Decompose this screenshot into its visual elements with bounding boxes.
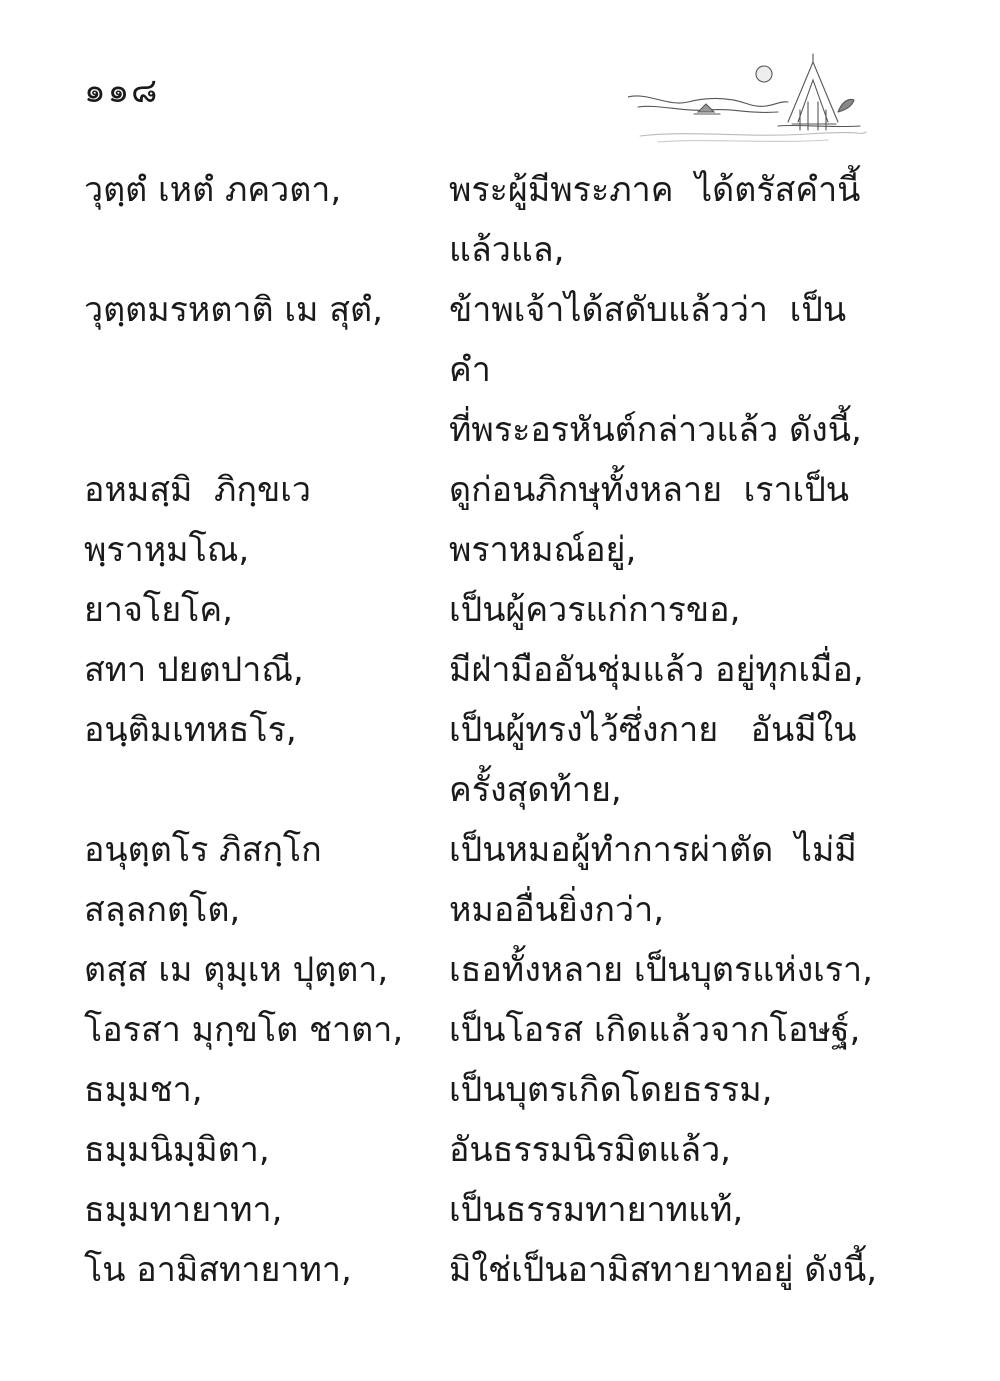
page-number: ๑๑๘ — [84, 71, 160, 111]
pali-text: โน อามิสทายาทา, — [84, 1250, 352, 1290]
thai-translation: มีฝ่ามืออันชุ่มแล้ว อยู่ทุกเมื่อ, — [449, 650, 864, 690]
verse-row — [84, 160, 884, 280]
verse-row — [84, 580, 884, 640]
verse-list — [84, 160, 884, 1300]
thai-translation: ข้าพเจ้าได้สดับแล้วว่า เป็นคำ ที่พระอรหันต์กล่าวแล้ว ดังนี้, — [449, 290, 862, 450]
temple-landscape-sketch-icon — [628, 52, 868, 162]
thai-translation: เธอทั้งหลาย เป็นบุตรแห่งเรา, — [449, 950, 873, 990]
pali-text: สทา ปยตปาณี, — [84, 650, 304, 690]
verse-row — [84, 700, 884, 820]
verse-row — [84, 520, 884, 580]
thai-translation: มิใช่เป็นอามิสทายาทอยู่ ดังนี้, — [449, 1250, 878, 1290]
thai-translation: พราหมณ์อยู่, — [449, 530, 637, 570]
pali-text: ตสฺส เม ตุมฺเห ปุตฺตา, — [84, 950, 389, 990]
pali-text: ธมฺมทายาทา, — [84, 1190, 283, 1230]
thai-translation: หมออื่นยิ่งกว่า, — [449, 890, 665, 930]
verse-row — [84, 880, 884, 940]
pali-text: อนฺติมเทหธโร, — [84, 710, 297, 750]
thai-translation: เป็นบุตรเกิดโดยธรรม, — [449, 1070, 773, 1110]
pali-text: วุตฺตมรหตาติ เม สุตํ, — [84, 290, 383, 330]
verse-row — [84, 1000, 884, 1060]
thai-translation: เป็นธรรมทายาทแท้, — [449, 1190, 744, 1230]
verse-row — [84, 1120, 884, 1180]
pali-text: ยาจโยโค, — [84, 590, 233, 630]
verse-row — [84, 1180, 884, 1240]
thai-translation: ดูก่อนภิกษุทั้งหลาย เราเป็น — [449, 470, 850, 510]
pali-text: สลฺลกตฺโต, — [84, 890, 241, 930]
verse-row — [84, 640, 884, 700]
verse-row — [84, 1240, 884, 1300]
thai-translation: เป็นโอรส เกิดแล้วจากโอษฐ์, — [449, 1010, 861, 1050]
thai-translation: พระผู้มีพระภาค ได้ตรัสคำนี้ แล้วแล, — [449, 170, 861, 270]
thai-translation: เป็นผู้ควรแก่การขอ, — [449, 590, 741, 630]
pali-text: พฺราหฺมโณ, — [84, 530, 250, 570]
verse-row — [84, 1060, 884, 1120]
pali-text: อนุตฺตโร ภิสกฺโก — [84, 830, 322, 870]
thai-translation: เป็นผู้ทรงไว้ซึ่งกาย อันมีใน ครั้งสุดท้าย, — [449, 710, 857, 810]
verse-row — [84, 820, 884, 880]
pali-text: ธมฺมนิมฺมิตา, — [84, 1130, 270, 1170]
verse-row — [84, 280, 884, 460]
thai-translation: เป็นหมอผู้ทำการผ่าตัด ไม่มี — [449, 830, 857, 870]
pali-text: ธมฺมชา, — [84, 1070, 203, 1110]
pali-text: วุตฺตํ เหตํ ภควตา, — [84, 170, 342, 210]
pali-text: โอรสา มุกฺขโต ชาตา, — [84, 1010, 404, 1050]
verse-row — [84, 460, 884, 520]
thai-translation: อันธรรมนิรมิตแล้ว, — [449, 1130, 731, 1170]
pali-text: อหมสฺมิ ภิกฺขเว — [84, 470, 311, 510]
verse-row — [84, 940, 884, 1000]
